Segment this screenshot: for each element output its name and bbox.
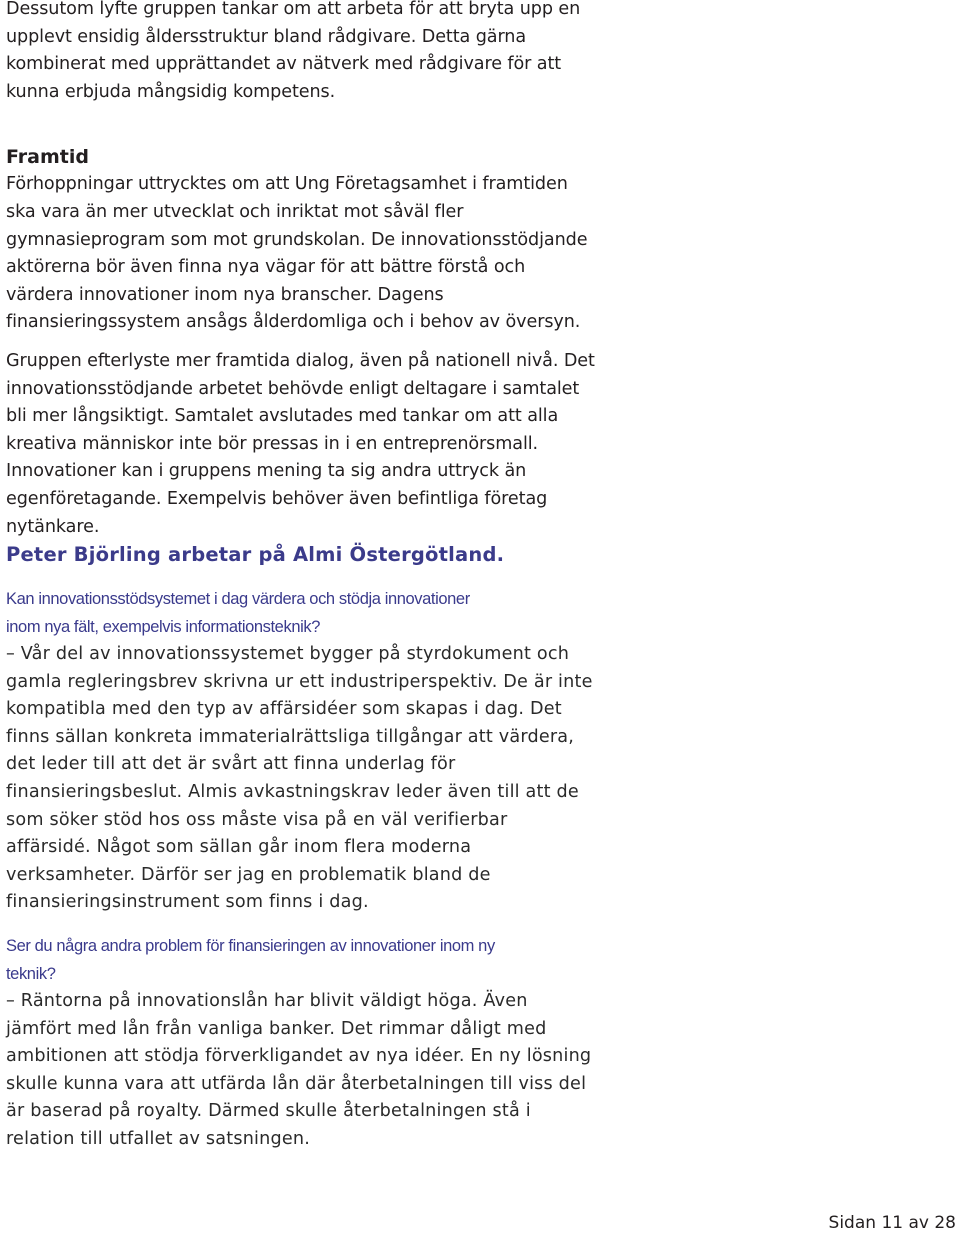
page-number: Sidan 11 av 28 xyxy=(828,1213,956,1233)
framtid-paragraph-1: Förhoppningar uttrycktes om att Ung Företagsamhet i framtiden ska vara än mer utvecklat och inriktat mot såväl fler gymnasieprogram som mot grundskolan. De innovationsstödjande aktörerna bör även finna nya vägar för att bättre förstå och värdera innovationer inom nya branscher. Dagens finansieringssystem ansågs ålderdomliga och i behov av översyn. xyxy=(6,174,588,333)
interview-answer-2: – Räntorna på innovationslån har blivit väldigt höga. Även jämfört med lån från vanliga banker. Det rimmar dåligt med ambitionen att stödja förverkligandet av nya idéer. En ny lösning skulle kunna vara att utfärda lån där återbetalningen till viss del är baserad på royalty. Därmed skulle återbetalningen stå i relation till utfallet av satsningen. xyxy=(6,991,592,1149)
interview-question-1: Kan innovationsstödsystemet i dag värdera och stödja innovationer inom nya fält, exempelvis informationsteknik? xyxy=(6,590,470,636)
section-heading-framtid: Framtid xyxy=(6,146,89,169)
interview-question-2: Ser du några andra problem för finansieringen av innovationer inom ny teknik? xyxy=(6,937,495,983)
interview-byline: Peter Björling arbetar på Almi Östergötland. xyxy=(6,543,505,567)
intro-paragraph: Dessutom lyfte gruppen tankar om att arbeta för att bryta upp en upplevt ensidig åldersstruktur bland rådgivare. Detta gärna kombinerat med upprättandet av nätverk med rådgivare för att kunna erbjuda mångsidig kompetens. xyxy=(6,0,581,102)
document-body xyxy=(6,0,598,1154)
framtid-paragraph-2: Gruppen efterlyste mer framtida dialog, även på nationell nivå. Det innovationsstödjande arbetet behövde enligt deltagare i samtalet bli mer långsiktigt. Samtalet avslutades med tankar om att alla kreativa människor inte bör pressas in i en entreprenörsmall. Innovationer kan i gruppens mening ta sig andra uttryck än egenföretagande. Exempelvis behöver även befintliga företag nytänkare. xyxy=(6,350,595,537)
interview-answer-1: – Vår del av innovationssystemet bygger på styrdokument och gamla regleringsbrev skrivna ur ett industriperspektiv. De är inte kompatibla med den typ av affärsidéer som skapas i dag. Det finns sällan konkreta immaterialrättsliga tillgångar att värdera, det leder till att det är svårt att finna underlag för finansieringsbeslut. Almis avkastningskrav leder även till att de som söker stöd hos oss måste visa på en väl verifierbar affärsidé. Något som sällan går inom flera moderna verksamheter. Därför ser jag en problematik bland de finansieringsinstrument som finns i dag. xyxy=(6,644,593,913)
